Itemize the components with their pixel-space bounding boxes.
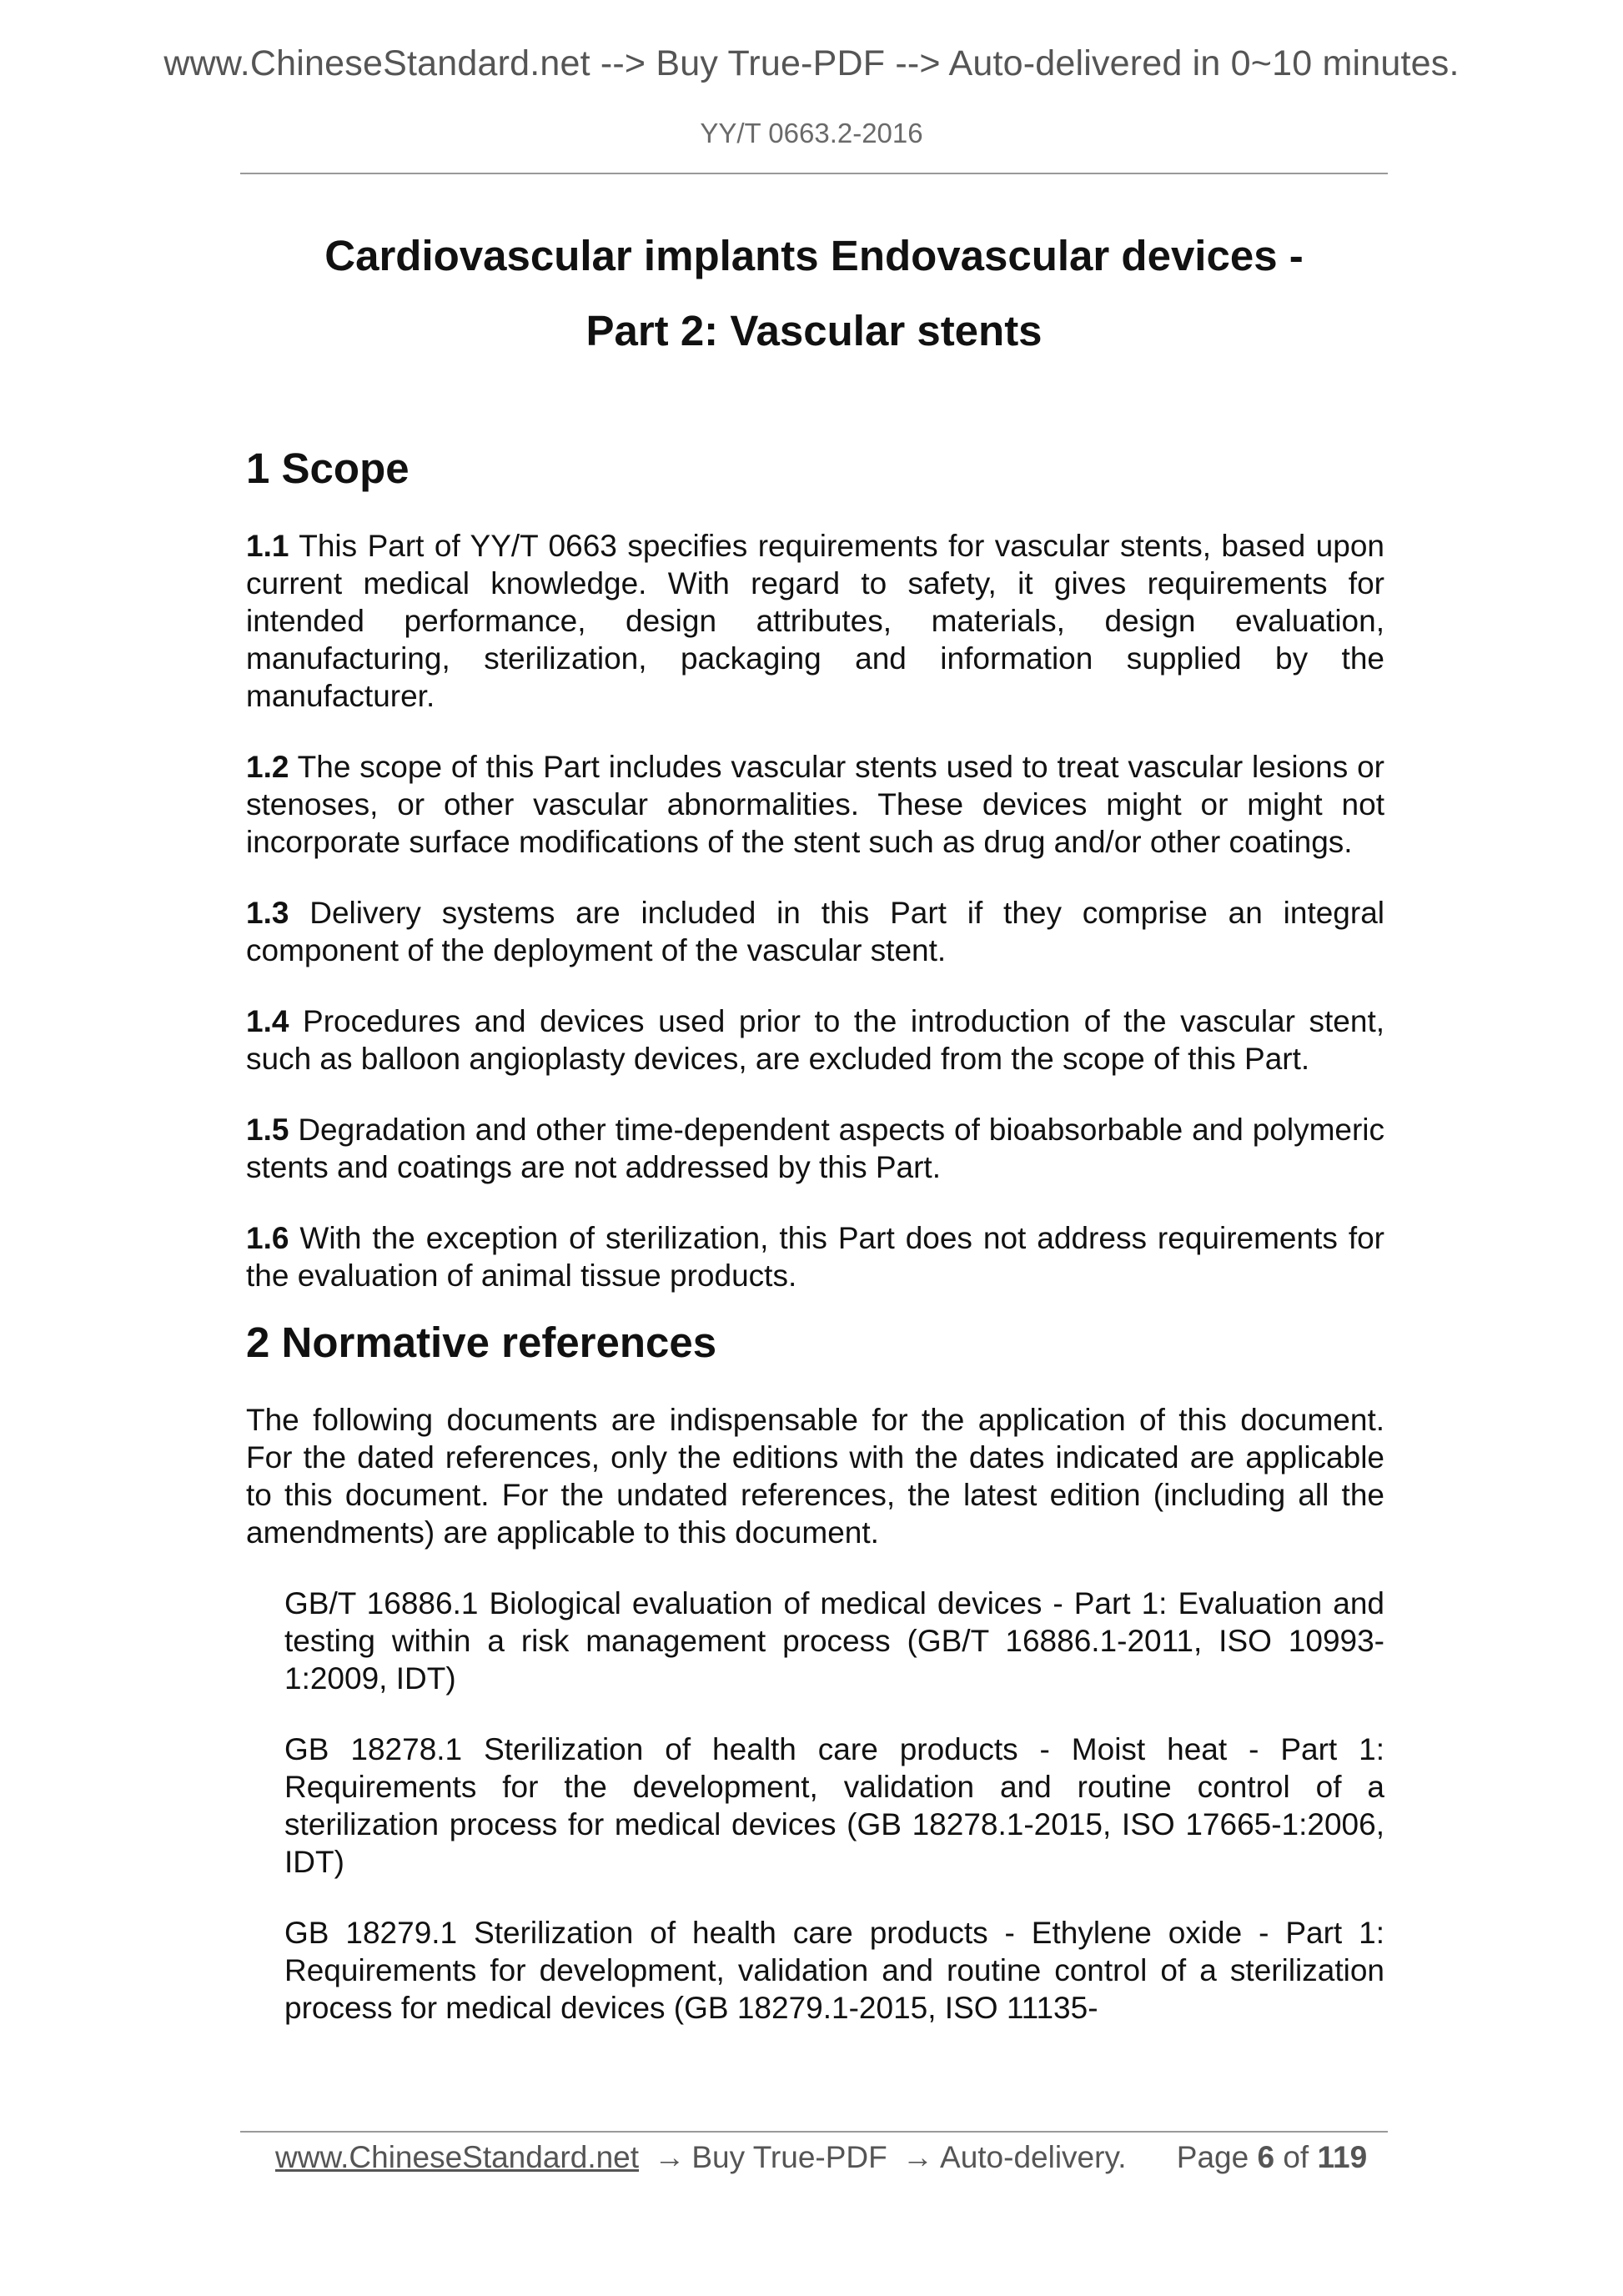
document-title <box>240 219 1388 369</box>
clause-number: 1.5 <box>246 1113 289 1147</box>
footer-buy-text: Buy True-PDF <box>691 2140 887 2174</box>
header-banner: www.ChineseStandard.net --> Buy True-PDF --> Auto-delivered in 0~10 minutes. <box>163 43 1460 83</box>
clause-number: 1.1 <box>246 529 289 563</box>
reference-item: GB/T 16886.1 Biological evaluation of medical devices - Part 1: Evaluation and testing within a risk management process (GB/T 16886.1-2011, ISO 10993-1:2009, IDT) <box>284 1586 1384 1696</box>
clause-text: Delivery systems are included in this Part if they comprise an integral component of the deployment of the vascular stent. <box>246 896 1384 967</box>
reference-item: GB 18278.1 Sterilization of health care products - Moist heat - Part 1: Requirements for the development, validation and routine control of a sterilization process for medical devices (GB 18278.1-2015, ISO 17665-1:2006, IDT) <box>284 1732 1384 1879</box>
page-footer <box>275 2140 1368 2175</box>
document-id: YY/T 0663.2-2016 <box>700 118 923 148</box>
section-heading-normative-references: 2 Normative references <box>246 1319 717 1366</box>
clause-text: With the exception of sterilization, this Part does not address requirements for the evaluation of animal tissue products. <box>246 1221 1384 1293</box>
document-body <box>246 435 1384 2060</box>
clause-text: This Part of YY/T 0663 specifies requirements for vascular stents, based upon current medical knowledge. With regard to safety, it gives requirements for intended performance, design attributes, materials, design evaluation, manufacturing, sterilization, packaging and information supplied by the manufacturer. <box>246 529 1384 713</box>
page-number: 6 <box>1257 2140 1275 2174</box>
header-divider <box>240 173 1388 174</box>
arrow-right-icon: → <box>902 2140 934 2174</box>
clause-1-3 <box>246 894 1384 969</box>
footer-site-link[interactable]: www.ChineseStandard.net <box>275 2140 640 2174</box>
clause-1-5 <box>246 1111 1384 1186</box>
clause-number: 1.4 <box>246 1004 289 1038</box>
clause-text: Degradation and other time-dependent aspects of bioabsorbable and polymeric stents and coatings are not addressed by this Part. <box>246 1113 1385 1184</box>
page-of-label: of <box>1283 2140 1309 2174</box>
section-heading-scope: 1 Scope <box>246 445 410 492</box>
clause-1-4 <box>246 1002 1384 1078</box>
clause-text: Procedures and devices used prior to the introduction of the vascular stent, such as balloon angioplasty devices, are excluded from the scope of this Part. <box>246 1004 1385 1076</box>
page-label: Page <box>1176 2140 1249 2174</box>
page-total: 119 <box>1317 2140 1368 2174</box>
clause-1-1 <box>246 527 1384 715</box>
clause-1-6 <box>246 1219 1384 1294</box>
clause-number: 1.3 <box>246 896 289 930</box>
title-line-2: Part 2: Vascular stents <box>585 307 1043 354</box>
reference-item: GB 18279.1 Sterilization of health care products - Ethylene oxide - Part 1: Requirements for development, validation and routine control of a sterilization process for medical devices (GB 18279.1-2015, ISO 11135- <box>284 1916 1384 2025</box>
clause-number: 1.6 <box>246 1221 289 1255</box>
footer-delivery-text: Auto-delivery. <box>940 2140 1127 2174</box>
normative-intro: The following documents are indispensable for the application of this document. For the dated references, only the editions with the dates indicated are applicable to this document. For the undated references, the latest edition (including all the amendments) are applicable to this document. <box>246 1403 1384 1550</box>
clause-text: The scope of this Part includes vascular stents used to treat vascular lesions or stenoses, or other vascular abnormalities. These devices might or might not incorporate surface modifications of the stent such as drug and/or other coatings. <box>246 750 1384 859</box>
arrow-right-icon: → <box>654 2140 686 2174</box>
title-line-1: Cardiovascular implants Endovascular devices - <box>324 232 1304 279</box>
footer-divider <box>240 2131 1388 2133</box>
clause-1-2 <box>246 748 1384 861</box>
clause-number: 1.2 <box>246 750 289 784</box>
